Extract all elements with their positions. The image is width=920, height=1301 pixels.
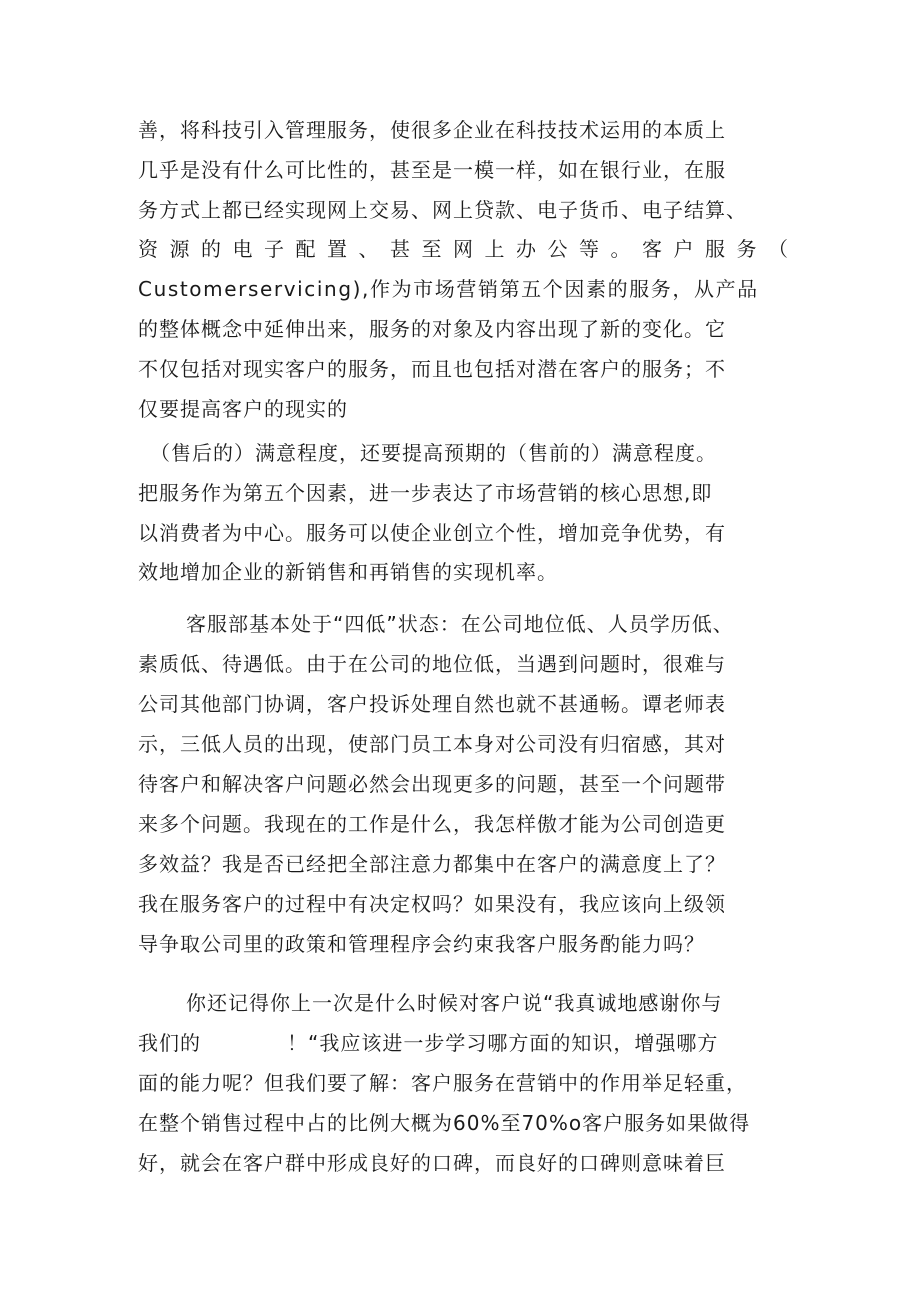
text-line: 把服务作为第五个因素，进一步表达了市场营销的核心思想,即 [138,481,713,505]
text-line: 导争取公司里的政策和管理程序会约束我客户服务酌能力吗？ [138,932,705,956]
text-segment: 我们的 [138,1031,201,1055]
text-line: 仅要提高客户的现实的 [138,397,348,421]
text-line: 来多个问题。我现在的工作是什么，我怎样傲才能为公司创造更 [138,812,726,836]
paragraph-first-line: 你还记得你上一次是什么时候对客户说“我真诚地感谢你与 [186,991,723,1015]
paragraph-first-line: 客服部基本处于“四低”状态：在公司地位低、人员学历低、 [186,612,734,636]
text-line: 几乎是没有什么可比性的，甚至是一模一样，如在银行业，在服 [138,158,726,182]
text-line: 示，三低人员的出现，使部门员工本身对公司没有归宿感，其对 [138,732,726,756]
text-line: 务方式上都已经实现网上交易、网上贷款、电子货币、电子结算、 [138,198,747,222]
text-line: 面的能力呢？但我们要了解：客户服务在营销中的作用举足轻重， [138,1071,747,1095]
text-line: 多效益？我是否已经把全部注意力都集中在客户的满意度上了？ [138,852,726,876]
text-line: 效地增加企业的新销售和再销售的实现机率。 [138,560,558,584]
text-line: 资源的电子配置、甚至网上办公等。客户服务（ [138,237,800,261]
text-line: 待客户和解决客户问题必然会出现更多的问题，甚至一个问题带 [138,772,726,796]
text-line-with-gap [138,1027,718,1059]
text-line: 善，将科技引入管理服务，使很多企业在科技技术运用的本质上 [138,118,726,142]
text-segment: ！“我应该进一步学习哪方面的知识，增强哪方 [287,1031,719,1055]
text-line: 素质低、待遇低。由于在公司的地位低，当遇到问题时，很难与 [138,652,726,676]
text-line: 在整个销售过程中占的比例大概为60%至70%o客户服务如果做得 [138,1111,751,1135]
text-line: 公司其他部门协调，客户投诉处理自然也就不甚通畅。谭老师表 [138,692,726,716]
text-line: 我在服务客户的过程中有决定权吗？如果没有，我应该向上级领 [138,892,726,916]
text-line: 的整体概念中延伸出来，服务的对象及内容出现了新的变化。它 [138,317,726,341]
text-line: 好，就会在客户群中形成良好的口碑，而良好的口碑则意味着巨 [138,1151,726,1175]
text-line: Customerservicing),作为市场营销第五个因素的服务，从产品 [138,277,759,301]
text-line: 不仅包括对现实客户的服务，而且也包括对潜在客户的服务；不 [138,357,726,381]
text-line: 以消费者为中心。服务可以使企业创立个性，增加竞争优势，有 [138,521,726,545]
text-line: （售后的）满意程度，还要提高预期的（售前的）满意程度。 [150,441,717,465]
